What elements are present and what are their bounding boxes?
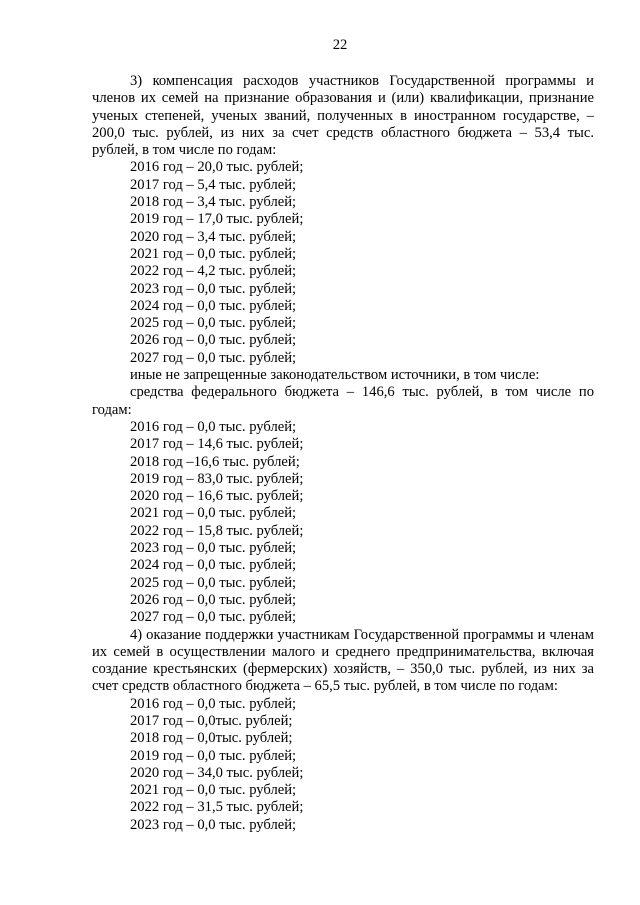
year-line: 2020 год – 16,6 тыс. рублей;: [130, 488, 304, 505]
year-line: 2024 год – 0,0 тыс. рублей;: [130, 297, 297, 314]
year-line: 2023 год – 0,0 тыс. рублей;: [130, 816, 297, 833]
section-4-regional-years: [92, 696, 594, 834]
year-line: 2017 год – 5,4 тыс. рублей;: [130, 176, 297, 193]
year-line: 2027 год – 0,0 тыс. рублей;: [130, 349, 297, 366]
year-line: 2021 год – 0,0 тыс. рублей;: [130, 782, 297, 799]
year-line: 2020 год – 34,0 тыс. рублей;: [130, 764, 304, 781]
year-line: 2021 год – 0,0 тыс. рублей;: [130, 505, 297, 522]
year-line: 2022 год – 31,5 тыс. рублей;: [130, 799, 304, 816]
section-4-intro: 4) оказание поддержки участникам Государственной программы и членам их семей в осуществлении малого и среднего предпринимательства, включая создание крестьянских (фермерских) хозяйств, – 350,0 тыс. рублей, из них за счет средств областного бюджета – 65,5 тыс. рублей, в том числе по годам:: [92, 626, 594, 695]
year-line: 2016 год – 20,0 тыс. рублей;: [130, 159, 304, 176]
section-3-federal-years: [92, 419, 594, 627]
year-line: 2016 год – 0,0 тыс. рублей;: [130, 418, 297, 435]
year-line: 2019 год – 83,0 тыс. рублей;: [130, 470, 304, 487]
year-line: 2018 год – 3,4 тыс. рублей;: [130, 194, 297, 211]
year-line: 2019 год – 17,0 тыс. рублей;: [130, 211, 304, 228]
section-3-intro: 3) компенсация расходов участников Государственной программы и членов их семей на признание образования и (или) квалификации, признание ученых степеней, ученых званий, полученных в иностранном государстве, – 200,0 тыс. рублей, из них за счет средств областного бюджета – 53,4 тыс. рублей, в том числе по годам:: [92, 73, 594, 159]
year-line: 2025 год – 0,0 тыс. рублей;: [130, 574, 297, 591]
year-line: 2017 год – 14,6 тыс. рублей;: [130, 436, 304, 453]
year-line: 2022 год – 15,8 тыс. рублей;: [130, 522, 304, 539]
document-body: [92, 73, 594, 834]
year-line: 2019 год – 0,0 тыс. рублей;: [130, 747, 297, 764]
year-line: 2023 год – 0,0 тыс. рублей;: [130, 280, 297, 297]
year-line: 2025 год – 0,0 тыс. рублей;: [130, 315, 297, 332]
section-3-regional-years: [92, 159, 594, 367]
other-sources-line: иные не запрещенные законодательством источники, в том числе:: [130, 367, 540, 384]
year-line: 2016 год – 0,0 тыс. рублей;: [130, 695, 297, 712]
federal-budget-intro: средства федерального бюджета – 146,6 тыс. рублей, в том числе по годам:: [92, 384, 594, 418]
year-line: 2027 год – 0,0 тыс. рублей;: [130, 609, 297, 626]
year-line: 2026 год – 0,0 тыс. рублей;: [130, 591, 297, 608]
year-line: 2024 год – 0,0 тыс. рублей;: [130, 557, 297, 574]
page-number: 22: [332, 37, 348, 53]
year-line: 2018 год – 0,0тыс. рублей;: [130, 730, 293, 747]
year-line: 2018 год –16,6 тыс. рублей;: [130, 453, 300, 470]
year-line: 2017 год – 0,0тыс. рублей;: [130, 712, 293, 729]
year-line: 2020 год – 3,4 тыс. рублей;: [130, 228, 297, 245]
year-line: 2026 год – 0,0 тыс. рублей;: [130, 332, 297, 349]
year-line: 2023 год – 0,0 тыс. рублей;: [130, 540, 297, 557]
year-line: 2022 год – 4,2 тыс. рублей;: [130, 263, 297, 280]
year-line: 2021 год – 0,0 тыс. рублей;: [130, 245, 297, 262]
